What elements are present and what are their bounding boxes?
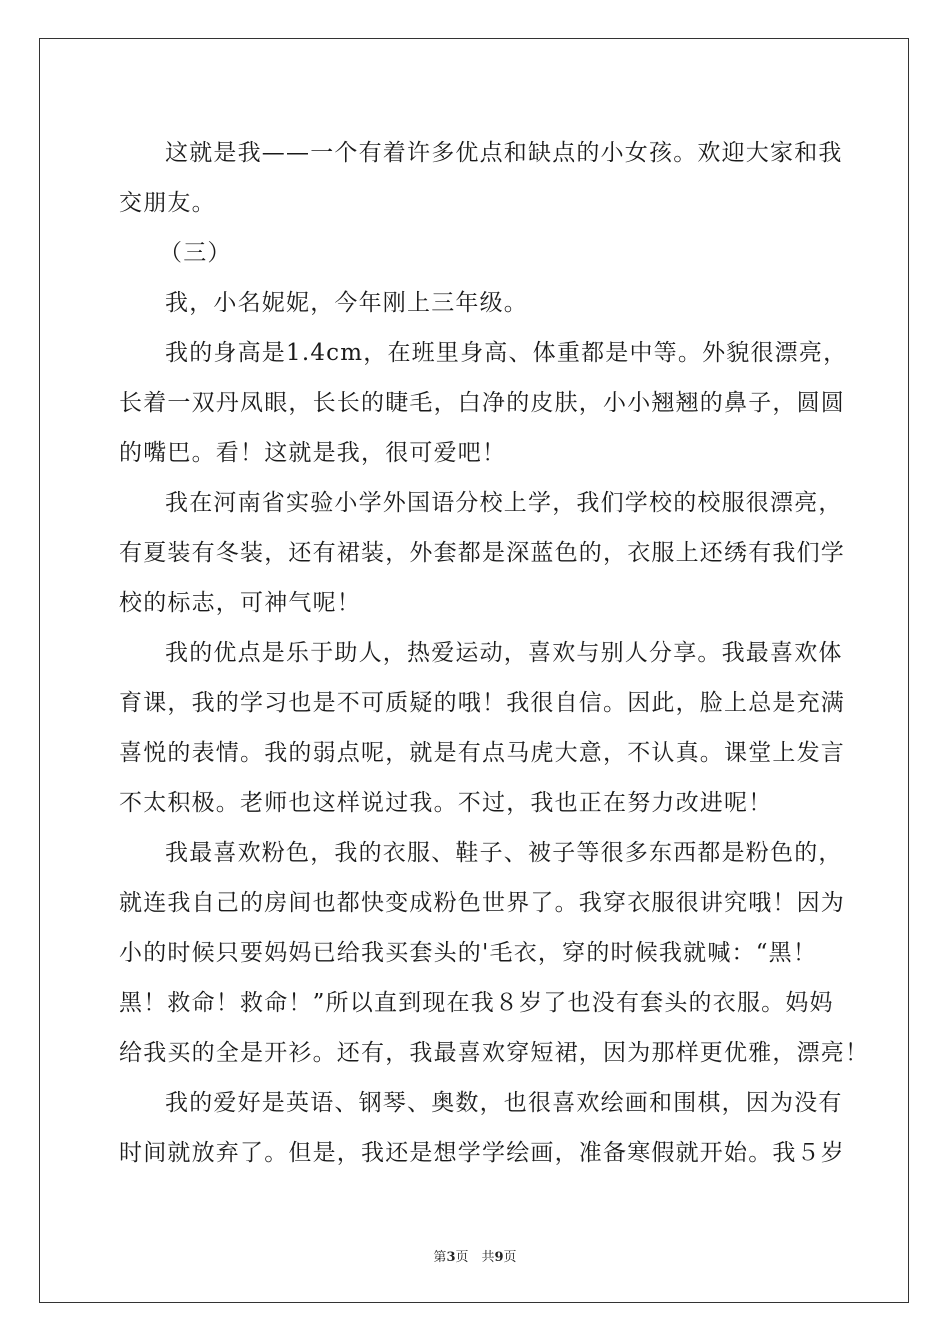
section-heading: （三） <box>159 240 232 266</box>
total-page-number: 9 <box>494 1250 504 1265</box>
document-body <box>119 128 870 1178</box>
footer-mid: 页 共 <box>455 1250 495 1265</box>
text-line: 长着一双丹凤眼，长长的睫毛，白净的皮肤，小小翘翘的鼻子，圆圆 <box>119 390 845 416</box>
text-line: 就连我自己的房间也都快变成粉色世界了。我穿衣服很讲究哦！因为 <box>119 890 845 916</box>
text-line: 不太积极。老师也这样说过我。不过，我也正在努力改进呢！ <box>119 790 773 816</box>
text-line: 给我买的全是开衫。还有，我最喜欢穿短裙，因为那样更优雅，漂亮！ <box>119 1040 870 1066</box>
text-line: 的嘴巴。看！这就是我，很可爱吧！ <box>119 440 507 466</box>
text-line: 黑！救命！救命！”所以直到现在我８岁了也没有套头的衣服。妈妈 <box>119 990 834 1016</box>
text-line: 喜悦的表情。我的弱点呢，就是有点马虎大意，不认真。课堂上发言 <box>119 740 845 766</box>
text-line: 有夏装有冬装，还有裙装，外套都是深蓝色的，衣服上还绣有我们学 <box>119 540 845 566</box>
text-line: 我的爱好是英语、钢琴、奥数，也很喜欢绘画和围棋，因为没有 <box>165 1090 843 1116</box>
text-line: 校的标志，可神气呢！ <box>119 590 361 616</box>
text-line: 我，小名妮妮，今年刚上三年级。 <box>165 290 528 316</box>
current-page-number: 3 <box>446 1250 456 1265</box>
text-line: 交朋友。 <box>119 190 216 216</box>
text-line: 我最喜欢粉色，我的衣服、鞋子、被子等很多东西都是粉色的， <box>165 840 843 866</box>
text-line: 时间就放弃了。但是，我还是想学学绘画，准备寒假就开始。我５岁 <box>119 1140 845 1166</box>
text-line: 我的优点是乐于助人，热爱运动，喜欢与别人分享。我最喜欢体 <box>165 640 843 666</box>
page-footer <box>0 1246 950 1265</box>
text-line: 我在河南省实验小学外国语分校上学，我们学校的校服很漂亮， <box>165 490 843 516</box>
footer-prefix: 第 <box>433 1250 447 1265</box>
text-line: 小的时候只要妈妈已给我买套头的'毛衣，穿的时候我就喊：“黑！ <box>119 940 818 966</box>
footer-suffix: 页 <box>503 1250 517 1265</box>
text-line: 育课，我的学习也是不可质疑的哦！我很自信。因此，脸上总是充满 <box>119 690 845 716</box>
text-line: 我的身高是1.4cm，在班里身高、体重都是中等。外貌很漂亮， <box>165 340 848 366</box>
text-line: 这就是我——一个有着许多优点和缺点的小女孩。欢迎大家和我 <box>165 140 843 166</box>
